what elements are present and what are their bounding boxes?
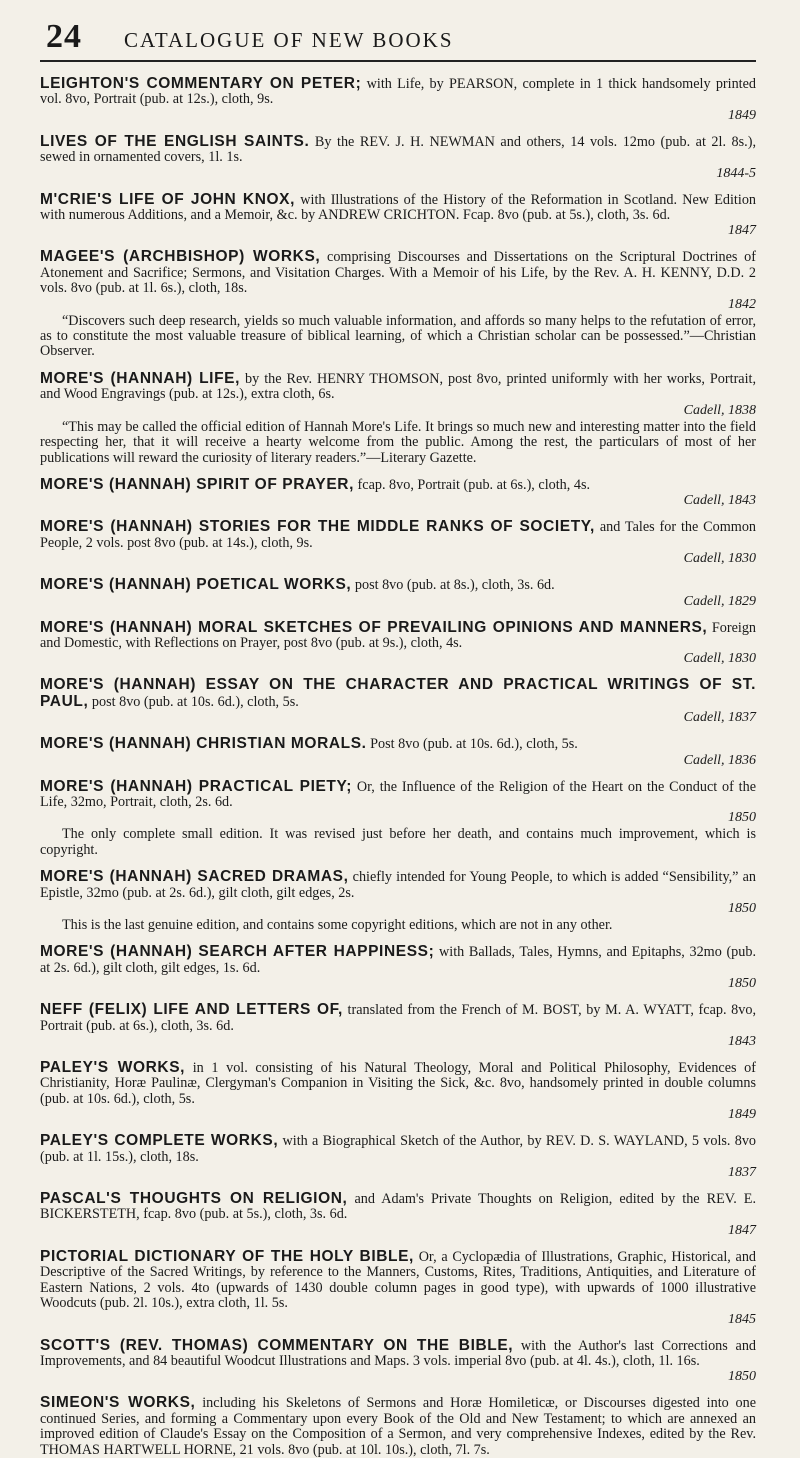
entry-note: “This may be called the official edition of Hannah More's Life. It brings so much new and interesting matter into the field respecting her, that it will receive a hearty welcome from the public. Among the rest, the particulars of most of her publications will reward the curiosity of literary readers.”—Literary Gazette. <box>40 418 756 466</box>
entry-heading: LEIGHTON'S COMMENTARY ON PETER; <box>40 75 362 92</box>
entry-text: By the REV. J. H. NEWMAN and others, 14 vols. 12mo (pub. at 2l. 8s.), sewed in ornamented covers, 1l. 1s. <box>40 133 756 166</box>
entry-heading: PASCAL'S THOUGHTS ON RELIGION, <box>40 1190 348 1208</box>
entry-heading: MORE'S (HANNAH) ESSAY ON THE CHARACTER AND PRACTICAL WRITINGS OF ST. PAUL, <box>40 676 756 710</box>
catalogue-entry <box>40 1133 756 1180</box>
entries-list <box>40 76 756 1458</box>
entry-text: post 8vo (pub. at 8s.), cloth, 3s. 6d. <box>354 577 555 594</box>
catalogue-entry <box>40 477 756 508</box>
entry-body <box>40 1338 756 1370</box>
entry-heading: MORE'S (HANNAH) SEARCH AFTER HAPPINESS; <box>40 943 435 961</box>
entry-heading: NEFF (FELIX) LIFE AND LETTERS OF, <box>40 1001 343 1019</box>
catalogue-entry <box>40 519 756 566</box>
catalogue-entry <box>40 944 756 991</box>
entry-body <box>40 736 756 752</box>
catalogue-entry <box>40 869 756 933</box>
entry-date: Cadell, 1830 <box>683 651 756 667</box>
entry-text: fcap. 8vo, Portrait (pub. at 6s.), cloth, 4s. <box>357 476 591 493</box>
entry-body <box>40 944 756 976</box>
entry-body <box>40 477 756 493</box>
catalogue-entry <box>40 1060 756 1122</box>
catalogue-entry <box>40 577 756 608</box>
entry-text: comprising Discourses and Dissertations on the Scriptural Doctrines of Atonement and Sacrifice; Sermons, and Visitation Charges. With a Memoir of his Life, by the Rev. A. H. KENNY, D.D. 2 vols. 8vo (pub. at 1l. 6s.), cloth, 18s. <box>40 249 756 297</box>
catalogue-entry <box>40 134 756 181</box>
entry-note: This is the last genuine edition, and contains some copyright editions, which are not in any other. <box>62 917 613 933</box>
entry-heading: MORE'S (HANNAH) STORIES FOR THE MIDDLE RANKS OF SOCIETY, <box>40 518 595 536</box>
entry-heading: PALEY'S COMPLETE WORKS, <box>40 1132 279 1150</box>
catalogue-entry <box>40 192 756 239</box>
entry-heading: MORE'S (HANNAH) SPIRIT OF PRAYER, <box>40 475 354 493</box>
entry-text: with Ballads, Tales, Hymns, and Epitaphs, 32mo (pub. at 2s. 6d.), gilt cloth, gilt edges, 1s. 6d. <box>40 944 757 976</box>
entry-heading: M'CRIE'S LIFE OF JOHN KNOX, <box>40 190 296 208</box>
entry-body <box>40 677 756 710</box>
entry-text: with Illustrations of the History of the Reformation in Scotland. New Edition with numerous Additions, and a Memoir, &c. by ANDREW CRICHTON. Fcap. 8vo (pub. at 5s.), cloth, 3s. 6d. <box>40 191 757 224</box>
header-rule <box>40 60 756 62</box>
entry-text: by the Rev. HENRY THOMSON, post 8vo, printed uniformly with her works, Portrait, and Wood Engravings (pub. at 12s.), extra cloth, 6s. <box>40 370 757 403</box>
entry-heading: PALEY'S WORKS, <box>40 1059 186 1077</box>
entry-date: 1850 <box>728 810 756 826</box>
entry-date: 1837 <box>728 1165 756 1181</box>
entry-heading: PICTORIAL DICTIONARY OF THE HOLY BIBLE, <box>40 1247 414 1265</box>
entry-body <box>40 1133 756 1165</box>
catalogue-entry <box>40 1191 756 1238</box>
catalogue-entry <box>40 1338 756 1385</box>
entry-date: Cadell, 1843 <box>683 493 756 509</box>
entry-date: 1849 <box>728 1107 756 1123</box>
entry-date: 1843 <box>728 1034 756 1050</box>
entry-date: Cadell, 1837 <box>683 710 756 726</box>
entry-text: with a Biographical Sketch of the Author, by REV. D. S. WAYLAND, 5 vols. 8vo (pub. at 1l. 15s.), cloth, 18s. <box>40 1133 757 1165</box>
catalogue-entry <box>40 249 756 359</box>
entry-text: post 8vo (pub. at 10s. 6d.), cloth, 5s. <box>91 693 299 710</box>
entry-date: 1849 <box>728 107 756 123</box>
entry-date: 1850 <box>728 901 756 916</box>
entry-text: and Adam's Private Thoughts on Religion, edited by the REV. E. BICKERSTETH, fcap. 8vo (pub. at 5s.), cloth, 3s. 6d. <box>40 1191 756 1223</box>
entry-body <box>40 869 756 901</box>
catalogue-entry <box>40 1249 756 1327</box>
entry-date: 1845 <box>728 1311 756 1327</box>
entry-date: 1844-5 <box>716 165 756 181</box>
entry-text: Foreign and Domestic, with Reflections on Prayer, post 8vo (pub. at 9s.), cloth, 4s. <box>40 619 757 651</box>
entry-text: with Life, by PEARSON, complete in 1 thick handsomely printed vol. 8vo, Portrait (pub. at 12s.), cloth, 9s. <box>40 76 757 108</box>
catalogue-entry <box>40 1002 756 1049</box>
entry-body <box>40 779 756 811</box>
entry-body <box>40 76 756 108</box>
entry-text: Post 8vo (pub. at 10s. 6d.), cloth, 5s. <box>370 736 578 753</box>
entry-note: The only complete small edition. It was revised just before her death, and contains much improvement, which is copyright. <box>40 826 756 858</box>
entry-text: Or, the Influence of the Religion of the Heart on the Conduct of the Life, 32mo, Portrait, cloth, 2s. 6d. <box>40 778 756 810</box>
entry-text: including his Skeletons of Sermons and Horæ Homileticæ, or Discourses digested into one continued Series, and forming a Commentary upon every Book of the Old and New Testament; to which are annexed an improved edition of Claude's Essay on the Composition of a Sermon, and very comprehensive Indexes, edited by the Rev. THOMAS HARTWELL HORNE, 21 vols. 8vo (pub. at 10l. 10s.), cloth, 7l. 7s. <box>40 1395 757 1458</box>
entry-text: translated from the French of M. BOST, by M. A. WYATT, fcap. 8vo, Portrait (pub. at 6s.), cloth, 3s. 6d. <box>40 1002 756 1034</box>
entry-heading: LIVES OF THE ENGLISH SAINTS. <box>40 132 310 150</box>
entry-body <box>40 519 756 551</box>
running-title: CATALOGUE OF NEW BOOKS <box>124 28 454 52</box>
entry-body <box>40 1249 756 1312</box>
entry-date: Cadell, 1838 <box>683 402 756 418</box>
entry-body <box>40 192 756 224</box>
entry-body <box>40 249 756 296</box>
entry-date: Cadell, 1836 <box>683 752 756 768</box>
catalogue-entry <box>40 620 756 667</box>
entry-note: “Discovers such deep research, yields so much valuable information, and affords so many helps to the refutation of error, as to constitute the most valuable treasure of biblical learning, of which a Christian scholar can be possessed.”—Christian Observer. <box>40 312 756 360</box>
entry-heading: MORE'S (HANNAH) PRACTICAL PIETY; <box>40 777 353 795</box>
entry-heading: MORE'S (HANNAH) MORAL SKETCHES OF PREVAILING OPINIONS AND MANNERS, <box>40 618 708 636</box>
catalogue-entry <box>40 371 756 466</box>
catalogue-entry <box>40 677 756 725</box>
entry-text: and Tales for the Common People, 2 vols. post 8vo (pub. at 14s.), cloth, 9s. <box>40 519 757 551</box>
entry-date: Cadell, 1829 <box>683 593 756 609</box>
entry-body <box>40 1060 756 1107</box>
entry-date: 1842 <box>728 296 756 312</box>
catalogue-entry <box>40 76 756 123</box>
entry-body <box>40 620 756 652</box>
catalogue-entry <box>40 779 756 859</box>
entry-heading: SIMEON'S WORKS, <box>40 1394 196 1412</box>
catalogue-entry <box>40 736 756 767</box>
entry-heading: MORE'S (HANNAH) SACRED DRAMAS, <box>40 868 349 886</box>
entry-body <box>40 1395 756 1458</box>
running-head <box>46 18 756 56</box>
entry-text: in 1 vol. consisting of his Natural Theology, Moral and Political Philosophy, Evidences of Christianity, Horæ Paulinæ, Clergyman's Companion in Visiting the Sick, &c. 8vo, handsomely printed in double columns (pub. at 10s. 6d.), cloth, 5s. <box>40 1060 756 1107</box>
entry-body <box>40 1002 756 1034</box>
entry-date: Cadell, 1830 <box>683 551 756 567</box>
entry-date: 1850 <box>728 1369 756 1385</box>
catalogue-entry <box>40 1395 756 1458</box>
entry-heading: MAGEE'S (ARCHBISHOP) WORKS, <box>40 248 321 266</box>
entry-body <box>40 1191 756 1223</box>
page-number: 24 <box>46 18 82 55</box>
entry-heading: MORE'S (HANNAH) CHRISTIAN MORALS. <box>40 735 367 753</box>
entry-date: 1847 <box>728 1222 756 1238</box>
entry-date: 1850 <box>728 976 756 992</box>
entry-body <box>40 134 756 166</box>
entry-date: 1847 <box>728 223 756 239</box>
entry-heading: MORE'S (HANNAH) POETICAL WORKS, <box>40 576 352 594</box>
entry-heading: MORE'S (HANNAH) LIFE, <box>40 369 241 387</box>
entry-text: with the Author's last Corrections and Improvements, and 84 beautiful Woodcut Illustrations and Maps. 3 vols. imperial 8vo (pub. at 4l. 4s.), cloth, 1l. 16s. <box>40 1337 757 1369</box>
entry-heading: SCOTT'S (REV. THOMAS) COMMENTARY ON THE BIBLE, <box>40 1336 514 1354</box>
entry-body <box>40 371 756 403</box>
entry-text: chiefly intended for Young People, to which is added “Sensibility,” an Epistle, 32mo (pub. at 2s. 6d.), gilt cloth, gilt edges, 2s. <box>40 869 756 901</box>
entry-text: Or, a Cyclopædia of Illustrations, Graphic, Historical, and Descriptive of the Sacred Writings, by reference to the Manners, Customs, Rites, Traditions, Antiquities, and Literature of Eastern Nations, 2 vols. 4to (upwards of 1430 double column pages in good type), with upwards of 1000 illustrative Woodcuts (pub. 2l. 10s.), extra cloth, 1l. 5s. <box>40 1248 757 1312</box>
entry-body <box>40 577 756 593</box>
